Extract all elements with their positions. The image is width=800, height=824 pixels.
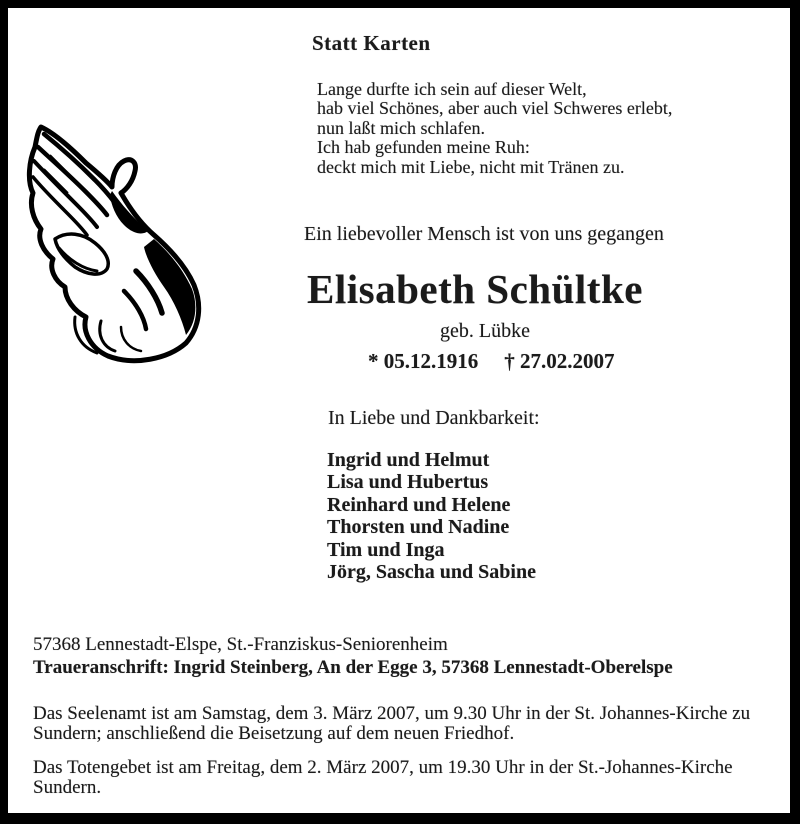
birth-date: * 05.12.1916 — [368, 349, 479, 373]
poem-line: deckt mich mit Liebe, nicht mit Tränen zu. — [317, 156, 625, 177]
prayer-info-line: Das Totengebet ist am Freitag, dem 2. März 2007, um 19.30 Uhr in der St.-Johannes-Kirche — [33, 757, 733, 778]
poem-line: Lange durfte ich sein auf dieser Welt, — [317, 79, 587, 99]
mourner-name: Thorsten und Nadine — [327, 516, 510, 539]
prayer-info-line: Sundern. — [33, 776, 102, 798]
requiem-info — [33, 704, 750, 743]
poem-line: Ich hab gefunden meine Ruh: — [317, 137, 530, 158]
prayer-info — [33, 758, 733, 797]
intro-line: Ein liebevoller Mensch ist von uns gegangen — [304, 223, 664, 245]
maiden-name: geb. Lübke — [440, 320, 530, 342]
requiem-info-line: Das Seelenamt ist am Samstag, dem 3. März 2007, um 9.30 Uhr in der St. Johannes-Kirche zu — [33, 703, 751, 724]
scan-border-right — [790, 0, 800, 824]
gratitude-line: In Liebe und Dankbarkeit: — [328, 407, 540, 429]
residence-address-line: 57368 Lennestadt-Elspe, St.-Franziskus-Seniorenheim — [33, 634, 448, 655]
mourner-name: Reinhard und Helene — [327, 493, 511, 516]
praying-hands-icon — [23, 121, 225, 371]
condolence-address-line: Traueranschrift: Ingrid Steinberg, An der Egge 3, 57368 Lennestadt-Oberelspe — [33, 657, 673, 678]
life-dates — [368, 349, 615, 374]
requiem-info-line: Sundern; anschließend die Beisetzung auf dem neuen Friedhof. — [33, 722, 515, 744]
mourner-name: Ingrid und Helmut — [327, 449, 490, 471]
scan-border-bottom — [0, 813, 800, 824]
mourner-name: Tim und Inga — [327, 538, 445, 561]
scan-border-top — [0, 0, 800, 8]
header-statt-karten: Statt Karten — [312, 31, 431, 55]
death-date: † 27.02.2007 — [504, 349, 615, 373]
scan-border-left — [0, 0, 8, 824]
poem-line: hab viel Schönes, aber auch viel Schweres erlebt, — [317, 98, 673, 119]
deceased-name: Elisabeth Schültke — [307, 266, 643, 312]
mourner-name: Jörg, Sascha und Sabine — [327, 561, 536, 584]
poem-line: nun laßt mich schlafen. — [317, 117, 485, 138]
memorial-poem — [317, 80, 672, 177]
mourners-list — [327, 449, 536, 583]
mourner-name: Lisa und Hubertus — [327, 471, 489, 494]
